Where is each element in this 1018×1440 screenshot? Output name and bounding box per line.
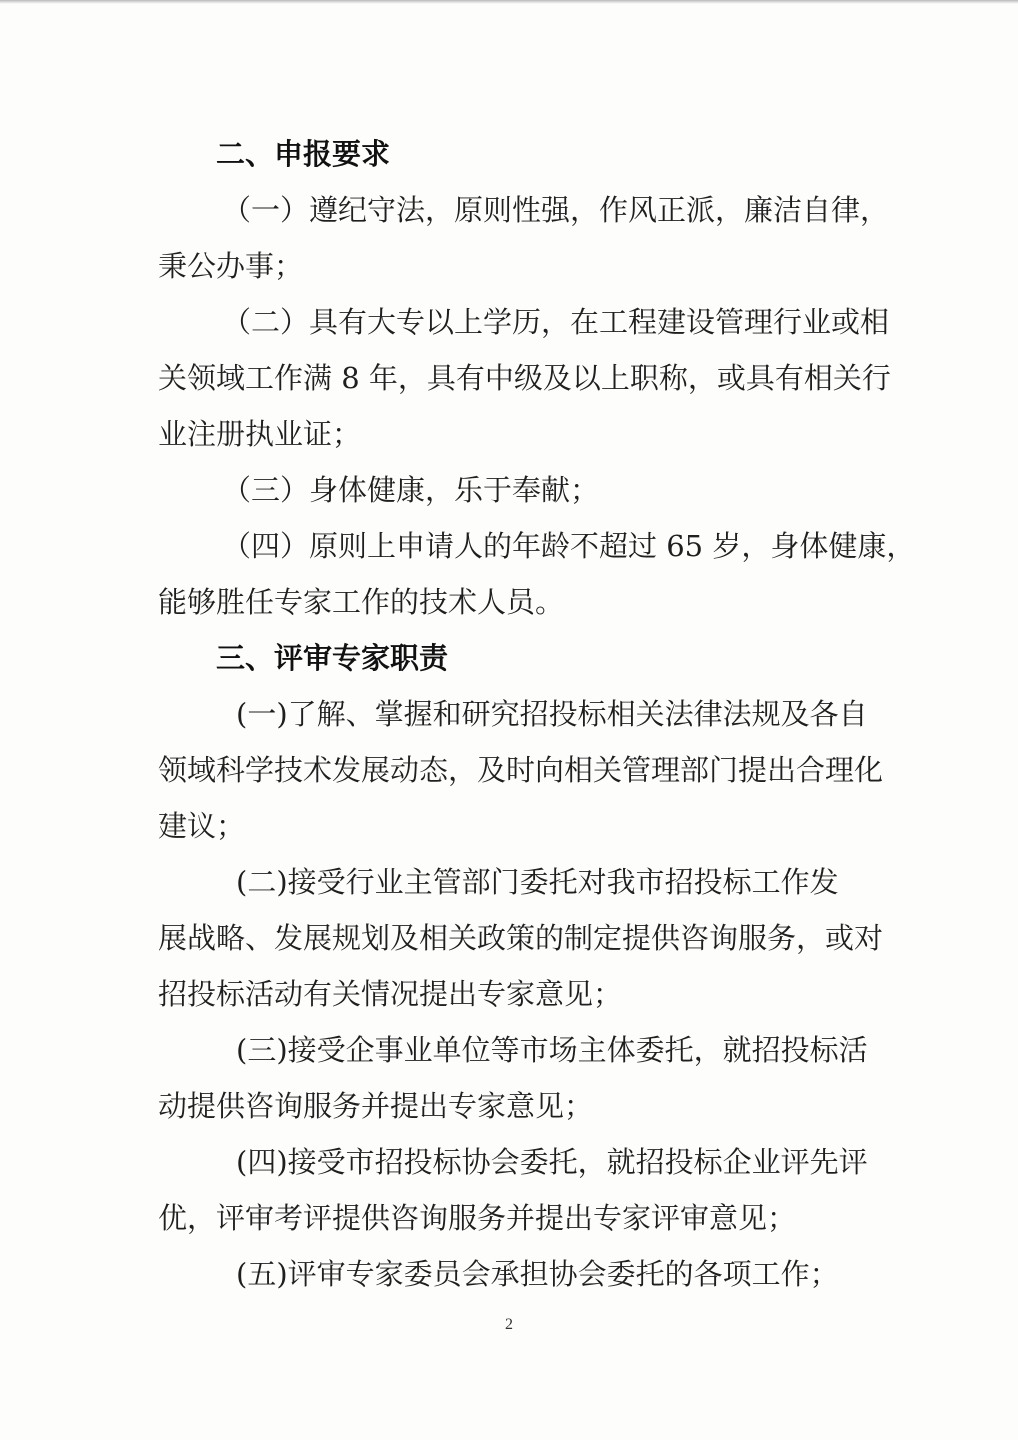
section-heading-application-requirements: 二、申报要求 <box>216 137 391 171</box>
paragraph-line: (四)接受市招投标协会委托，就招投标企业评先评 <box>236 1145 868 1179</box>
paragraph-line: （二）具有大专以上学历，在工程建设管理行业或相 <box>222 305 890 339</box>
document-body <box>158 126 916 1302</box>
paragraph-line: 关领域工作满 8 年，具有中级及以上职称，或具有相关行 <box>158 361 891 395</box>
page-number: 2 <box>505 1316 513 1333</box>
paragraph-line: 领域科学技术发展动态，及时向相关管理部门提出合理化 <box>158 753 884 787</box>
paragraph-line: 动提供咨询服务并提出专家意见； <box>158 1089 594 1123</box>
paragraph-line: 业注册执业证； <box>158 417 362 451</box>
duty-item-4 <box>158 1134 868 1246</box>
requirement-item-2 <box>158 294 891 462</box>
paragraph-line: 展战略、发展规划及相关政策的制定提供咨询服务，或对 <box>158 921 884 955</box>
paragraph-line: （四）原则上申请人的年龄不超过 65 岁，身体健康， <box>222 529 916 563</box>
paragraph-line: 招投标活动有关情况提出专家意见； <box>158 977 623 1011</box>
paragraph-line: (一)了解、掌握和研究招投标相关法律法规及各自 <box>236 697 868 731</box>
paragraph-line: 秉公办事； <box>158 249 304 283</box>
paragraph-line: 能够胜任专家工作的技术人员。 <box>158 585 565 619</box>
duty-item-5 <box>158 1246 839 1302</box>
section-heading-expert-duties: 三、评审专家职责 <box>216 641 449 675</box>
duty-item-1 <box>158 686 884 854</box>
duty-item-2 <box>158 854 884 1022</box>
paragraph-line: 建议； <box>158 809 246 843</box>
paragraph-line: （三）身体健康，乐于奉献； <box>222 473 600 507</box>
scan-top-edge <box>0 0 1018 4</box>
paragraph-line: 优，评审考评提供咨询服务并提出专家评审意见； <box>158 1201 797 1235</box>
paragraph-line: (三)接受企事业单位等市场主体委托，就招投标活 <box>236 1033 868 1067</box>
paragraph-line: (五)评审专家委员会承担协会委托的各项工作； <box>236 1257 839 1291</box>
duty-item-3 <box>158 1022 868 1134</box>
paragraph-line: (二)接受行业主管部门委托对我市招投标工作发 <box>236 865 839 899</box>
paragraph-line: （一）遵纪守法，原则性强，作风正派，廉洁自律， <box>222 193 890 227</box>
requirement-item-1 <box>158 182 890 294</box>
requirement-item-4 <box>158 518 916 630</box>
requirement-item-3 <box>158 462 826 518</box>
